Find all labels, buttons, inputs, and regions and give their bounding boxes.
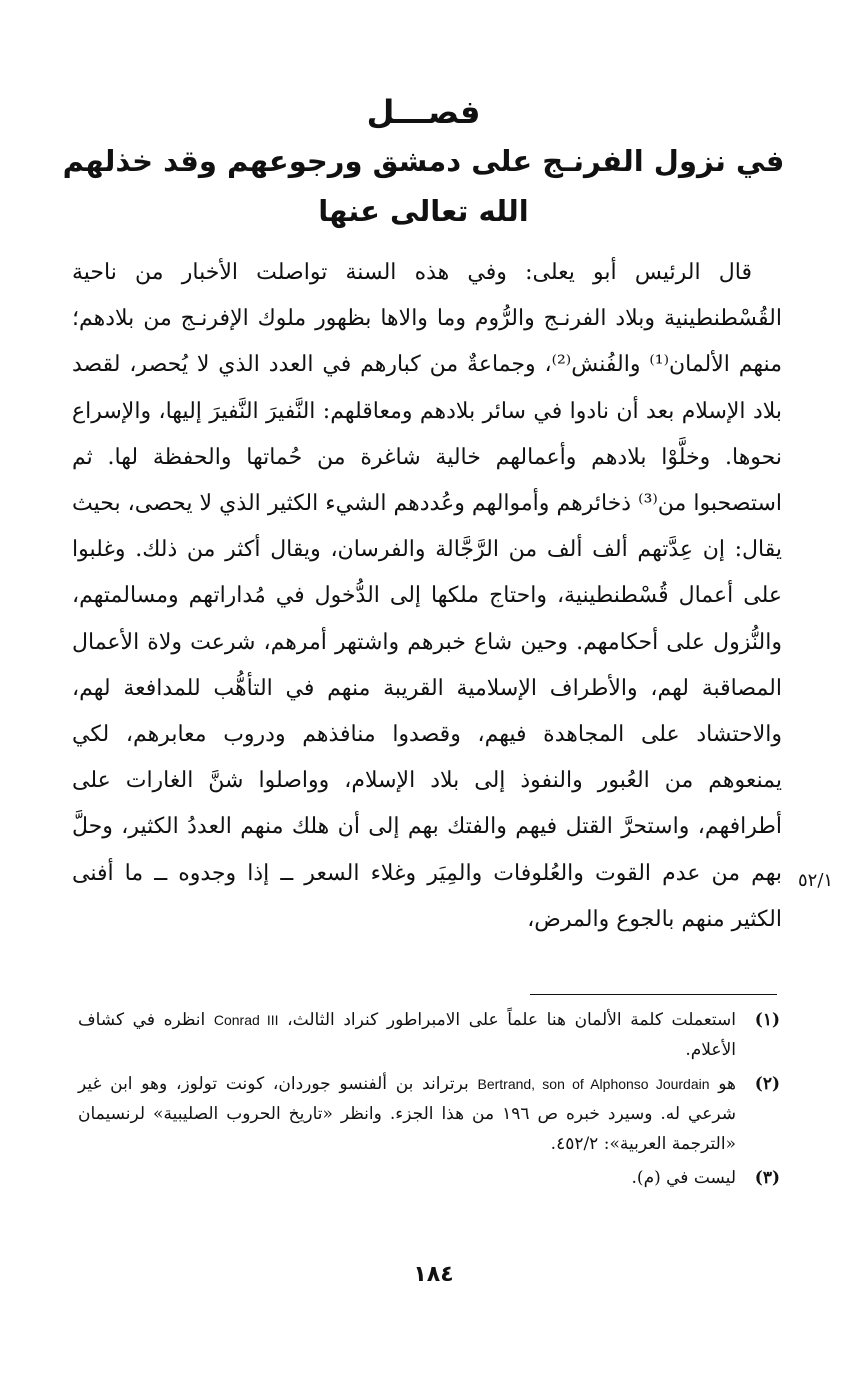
- footnote-number: (٢): [754, 1074, 780, 1094]
- section-heading: [60, 88, 787, 236]
- body-paragraph: [72, 250, 782, 943]
- footnote-text-part: هو: [709, 1074, 737, 1094]
- footnote-text: [78, 1005, 736, 1065]
- footnote-2: [78, 1069, 780, 1159]
- footnote-latin-name: Bertrand, son of Alphonso Jourdain: [477, 1076, 710, 1092]
- footnote-1: [78, 1005, 780, 1065]
- footnote-3: [78, 1163, 780, 1193]
- footnote-text-part: انظره في كشاف الأعلام.: [78, 1010, 736, 1060]
- footnote-number: (١): [754, 1010, 780, 1030]
- footnote-text: [78, 1163, 736, 1193]
- body-text: قال الرئيس أبو يعلى: وفي هذه السنة تواصلت الأخبار من ناحية القُسْطنطينية وبلاد الفرنـج والرُّوم وما والاها بظهور ملوك الإفرنـج من بلادهم؛ منهم الألمان⁽¹⁾ والفُنش⁽²⁾، وجماعةٌ من كبارهم في العدد الذي لا يُحصر، لقصد بلاد الإسلام بعد أن نادوا في سائر بلادهم ومعاقلهم: النَّفيرَ النَّفيرَ إليها، والإسراع نحوها. وخلَّوْا بلادهم وأعمالهم خالية شاغرة من حُماتها والحفظة لها. ثم استصحبوا من⁽³⁾ ذخائرهم وأموالهم وعُددهم الشيء الكثير الذي لا يحصى، بحيث يقال: إن عِدَّتهم ألف ألف من الرَّجَّالة والفرسان، ويقال أكثر من ذلك. وغلبوا على أعمال قُسْطنطينية، واحتاج ملكها إلى الدُّخول في مُداراتهم ومسالمتهم، والنُّزول على أحكامهم. وحين شاع خبرهم واشتهر أمرهم، شرعت ولاة الأعمال المصاقبة لهم، والأطراف الإسلامية القريبة منهم في التأهُّب للمدافعة لهم، والاحتشاد على المجاهدة فيهم، وقصدوا منافذهم ودروب معابرهم، لكي يمنعوهم من العُبور والنفوذ إلى بلاد الإسلام، وواصلوا شنَّ الغارات على أطرافهم، واستحرَّ القتل فيهم والفتك بهم إلى أن هلك منهم العددُ الكثير، وحلَّ بهم من عدم القوت والعُلوفات والمِيَر وغلاء السعر ــ إذا وجدوه ــ ما أفنى الكثير منهم بالجوع والمرض،: [72, 260, 782, 932]
- section-title: في نزول الفرنـج على دمشق ورجوعهم وقد خذلهم الله تعالى عنها: [62, 144, 785, 228]
- footnote-divider: [530, 994, 777, 995]
- footnote-text-part: ليست في (م).: [631, 1168, 736, 1188]
- footnote-text-part: برتراند بن ألفنسو جوردان، كونت تولوز، وهو ابن غير شرعي له. وسيرد خبره ص ١٩٦ من هذا الجزء. وانظر «تاريخ الحروب الصليبية» لرنسيمان «الترجمة العربية»: ٤٥٢/٢.: [78, 1074, 736, 1154]
- page-number: ١٨٤: [413, 1262, 454, 1287]
- footnote-text-part: استعملت كلمة الألمان هنا علماً على الامبراطور كنراد الثالث،: [278, 1010, 736, 1030]
- footnote-number: (٣): [754, 1168, 780, 1188]
- footnote-latin-name: Conrad III: [213, 1012, 279, 1028]
- footnote-text: [78, 1069, 736, 1159]
- footnotes: [78, 1005, 780, 1197]
- margin-reference: ٥٢/١: [798, 870, 834, 891]
- section-word: فصـــل: [366, 93, 481, 131]
